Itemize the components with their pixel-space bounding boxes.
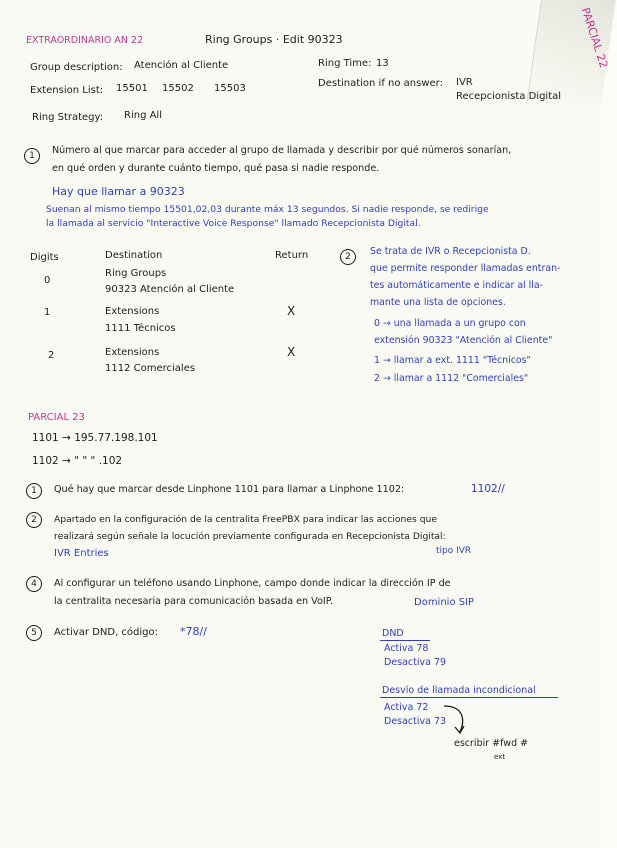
p1-text: Qué hay que marcar desde Linphone 1101 para llamar a Linphone 1102:: [54, 484, 405, 495]
p1-number: 1: [26, 483, 42, 499]
q1-answer-1: Hay que llamar a 90323: [52, 185, 185, 198]
p1-answer: 1102//: [471, 483, 505, 495]
q2-line-6: extensión 90323 "Atención al Cliente": [374, 335, 553, 346]
dnd-on: Activa 78: [384, 643, 429, 654]
row-1-return: X: [287, 304, 296, 318]
fwd-hint: escribir #fwd #: [454, 738, 529, 749]
row-2-dest-1: Extensions: [105, 347, 160, 358]
fwd-on: Activa 72: [384, 702, 429, 713]
row-2-dest-2: 1112 Comerciales: [105, 363, 196, 374]
row-1-dest-2: 1111 Técnicos: [105, 323, 176, 334]
row-1-digit: 1: [44, 307, 51, 318]
q1-text-2: en qué orden y durante cuánto tiempo, qué pasa si nadie responde.: [52, 163, 380, 174]
q2-line-2: que permite responder llamadas entran-: [370, 263, 561, 274]
q1-number: 1: [24, 148, 40, 164]
dnd-off: Desactiva 79: [384, 657, 447, 668]
row-2-digit: 2: [48, 350, 55, 361]
fwd-title: Desvío de llamada incondicional: [382, 685, 536, 696]
row-0-digit: 0: [44, 275, 51, 286]
q2-line-4: mante una lista de opciones.: [370, 297, 506, 308]
dnd-title-underline: [380, 640, 430, 641]
p4-answer: Dominio SIP: [414, 597, 475, 608]
dest-label: Destination if no answer:: [318, 78, 443, 89]
curved-arrow-icon: [440, 702, 480, 742]
q2-number: 2: [340, 249, 356, 265]
section-heading: EXTRAORDINARIO AN 22: [26, 35, 144, 46]
col-digits: Digits: [30, 252, 59, 263]
col-return: Return: [275, 250, 309, 261]
dest-value-2: Recepcionista Digital: [456, 91, 562, 102]
ip-line-1: 1101 → 195.77.198.101: [32, 432, 158, 444]
ext-1: 15501: [116, 83, 148, 94]
fwd-off: Desactiva 73: [384, 716, 447, 727]
ring-time-value: 13: [376, 58, 389, 69]
p2-number: 2: [26, 512, 42, 528]
ring-time-label: Ring Time:: [318, 58, 372, 69]
ip-line-2: 1102 → " " " .102: [32, 455, 123, 467]
col-destination: Destination: [105, 250, 163, 261]
partial-heading: PARCIAL 23: [28, 412, 85, 423]
strategy-label: Ring Strategy:: [32, 112, 104, 123]
corner-label: PARCIAL 22: [578, 6, 611, 70]
dest-value-1: IVR: [456, 77, 473, 88]
q2-line-7: 1 → llamar a ext. 1111 "Técnicos": [374, 355, 531, 366]
ext-list-label: Extension List:: [30, 85, 104, 96]
p4-number: 4: [26, 576, 42, 592]
q2-line-1: Se trata de IVR o Recepcionista D.: [370, 246, 531, 257]
p2-answer-2: IVR Entries: [54, 548, 109, 559]
row-2-return: X: [287, 345, 296, 359]
group-desc-value: Atención al Cliente: [134, 60, 229, 71]
ext-2: 15502: [162, 83, 194, 94]
q2-line-5: 0 → una llamada a un grupo con: [374, 318, 526, 329]
strategy-value: Ring All: [124, 110, 162, 121]
ext-3: 15503: [214, 83, 246, 94]
fwd-title-underline: [380, 697, 558, 698]
fwd-hint-sub: ext: [494, 753, 506, 761]
q1-answer-3: la llamada al servicio "Interactive Voice Response" llamado Recepcionista Digital.: [46, 218, 421, 229]
p2-text-1: Apartado en la configuración de la centralita FreePBX para indicar las acciones que: [54, 514, 438, 525]
q2-line-8: 2 → llamar a 1112 "Comerciales": [374, 373, 529, 384]
q2-line-3: tes automáticamente e indicar al lla-: [370, 280, 543, 291]
p5-answer: *78//: [180, 625, 207, 638]
p5-number: 5: [26, 625, 42, 641]
group-desc-label: Group description:: [30, 62, 123, 73]
p4-text-1: Al configurar un teléfono usando Linphone, campo donde indicar la dirección IP de: [54, 578, 451, 589]
page-title: Ring Groups · Edit 90323: [205, 33, 343, 46]
row-0-dest-1: Ring Groups: [105, 268, 167, 279]
p2-answer-1: tipo IVR: [436, 546, 472, 556]
q1-answer-2: Suenan al mismo tiempo 15501,02,03 durante máx 13 segundos. Si nadie responde, se redirige: [46, 204, 489, 215]
p2-text-2: realizará según señale la locución previamente configurada en Recepcionista Digital:: [54, 531, 446, 542]
q1-text-1: Número al que marcar para acceder al grupo de llamada y describir por qué números sonarían,: [52, 145, 512, 156]
p4-text-2: la centralita necesaria para comunicación basada en VoIP.: [54, 596, 334, 607]
dnd-title: DND: [382, 628, 404, 639]
row-1-dest-1: Extensions: [105, 306, 160, 317]
row-0-dest-2: 90323 Atención al Cliente: [105, 284, 235, 295]
p5-text: Activar DND, código:: [54, 627, 159, 638]
